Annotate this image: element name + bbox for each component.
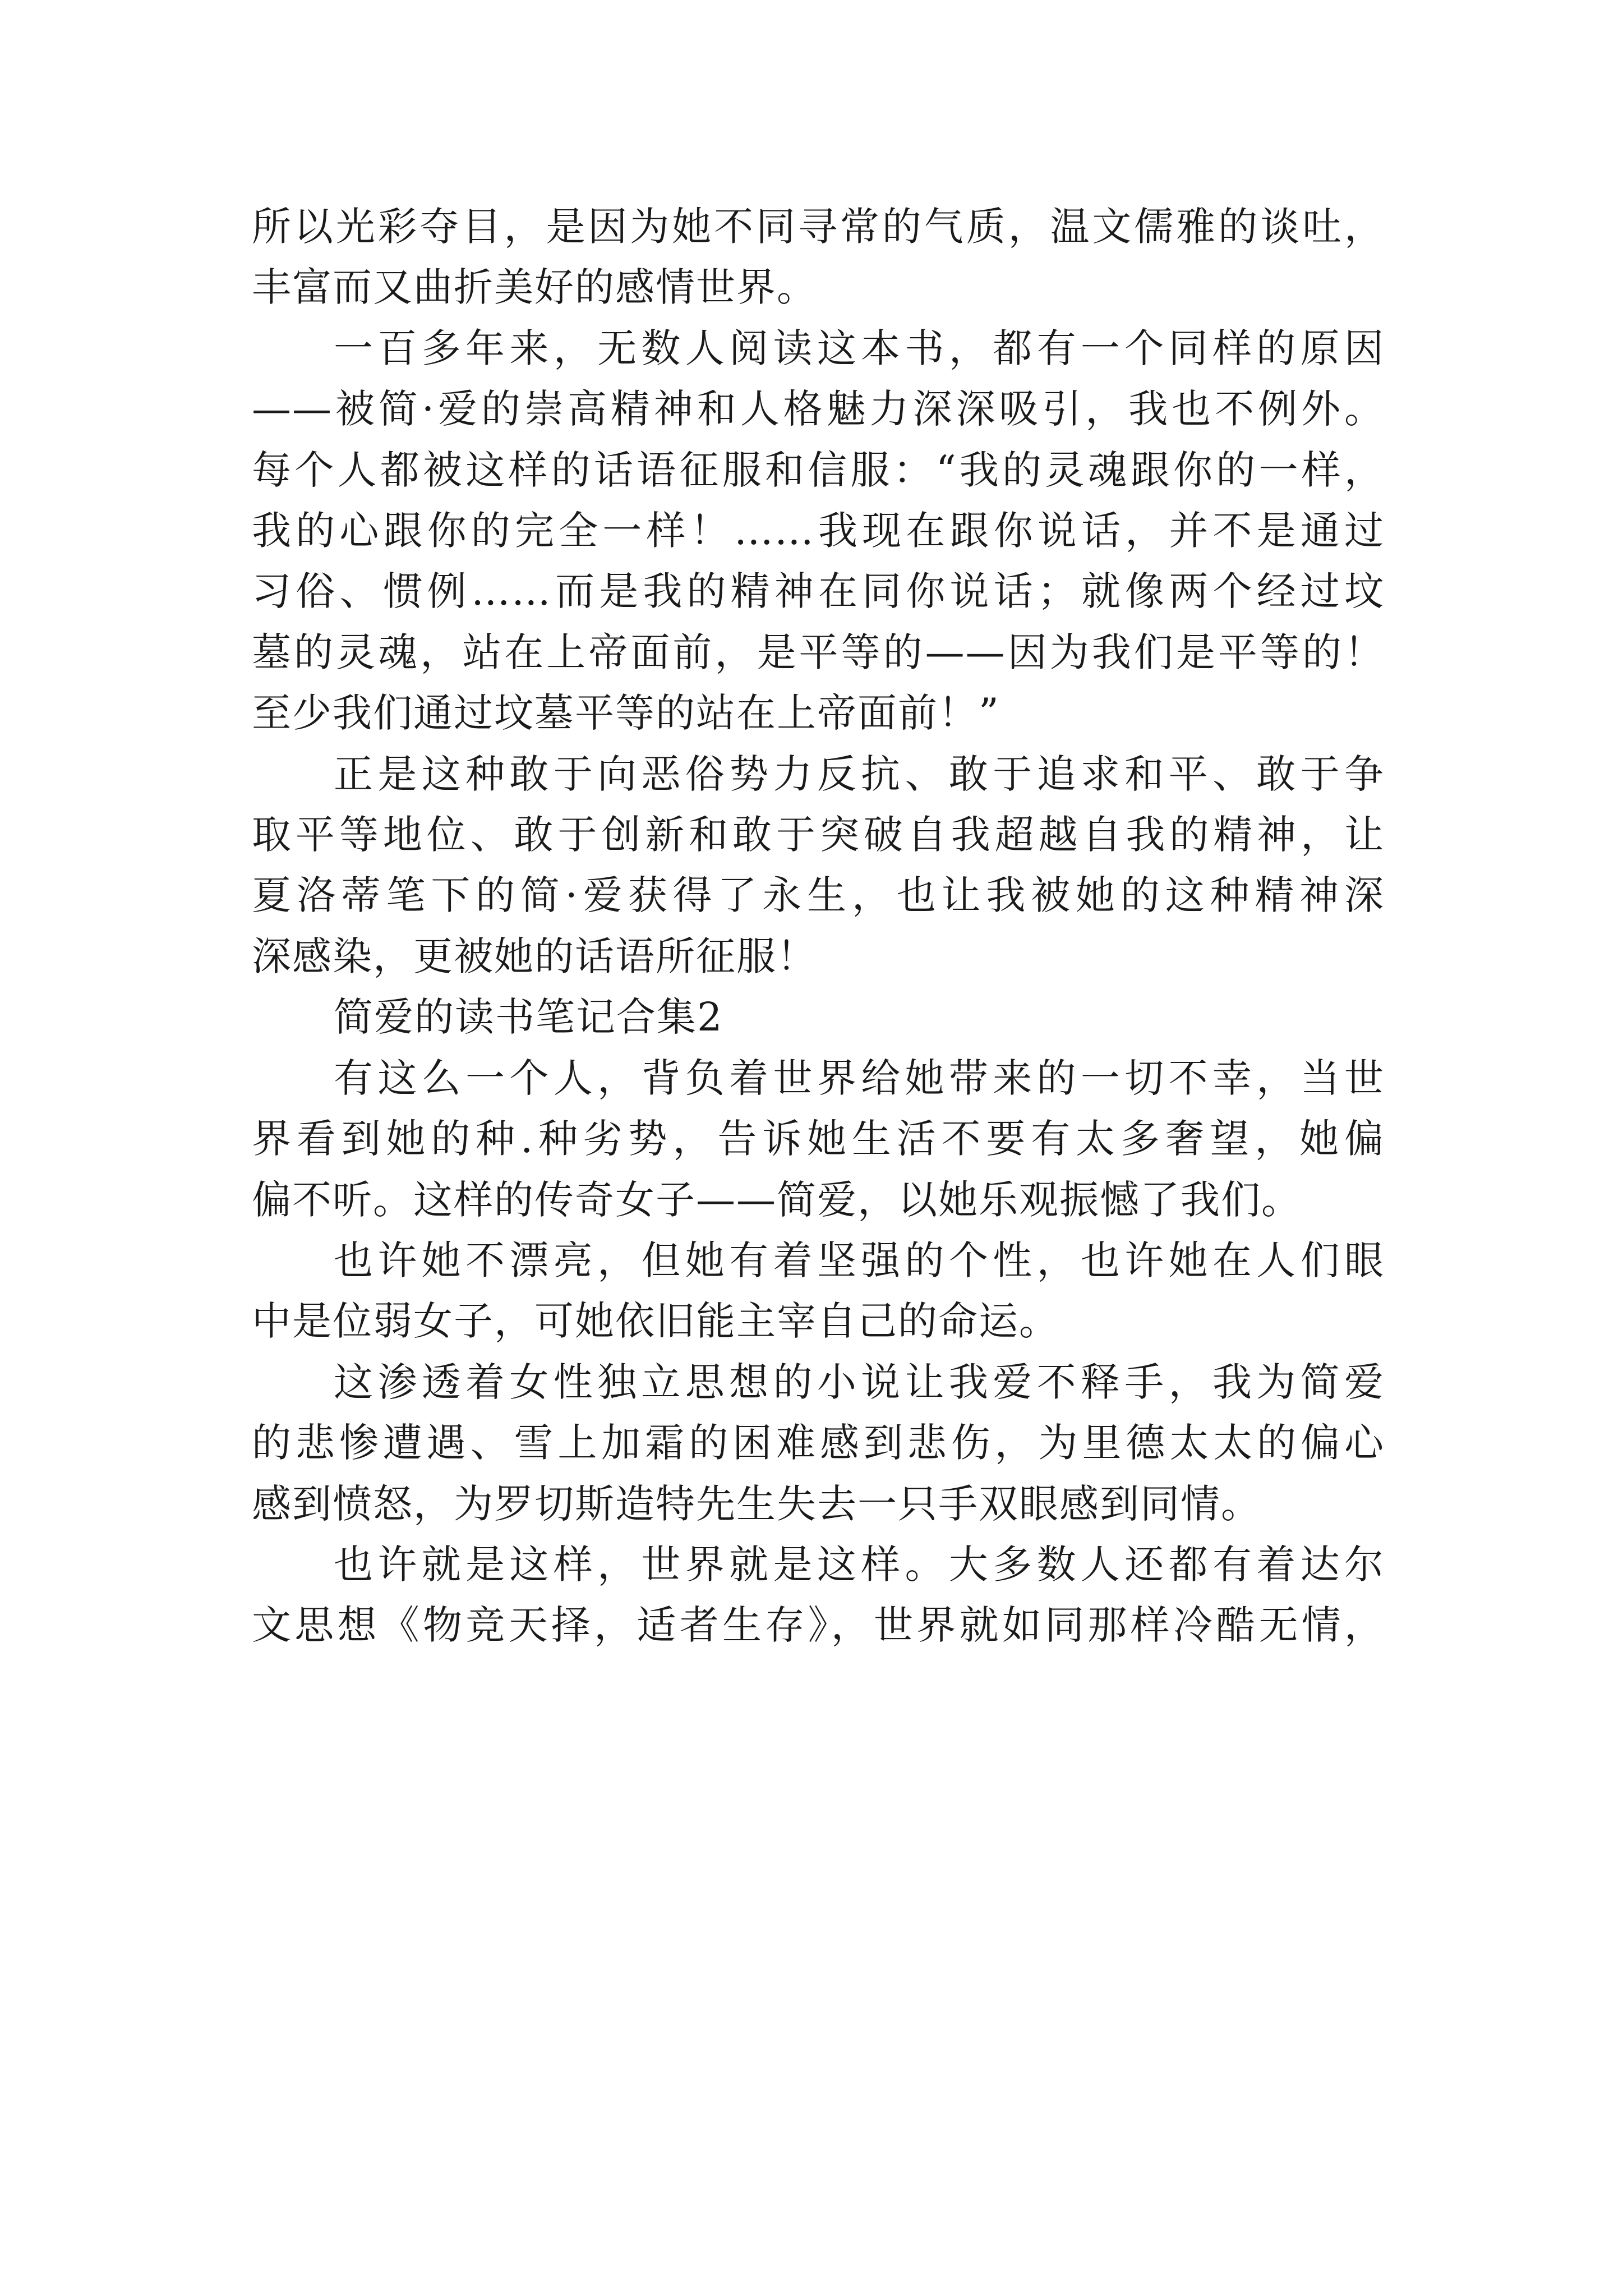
text-line: 丰富而又曲折美好的感情世界。 [252, 264, 817, 311]
heading-text: 简爱的读书笔记合集2 [334, 994, 723, 1041]
text-line: 感到愤怒，为罗切斯造特先生失去一只手双眼感到同情。 [252, 1480, 1261, 1527]
paragraph [252, 1534, 1385, 1656]
paragraph [252, 196, 1385, 318]
text-line: 有这么一个人，背负着世界给她带来的一切不幸，当世 [334, 1055, 1385, 1101]
text-line: 深感染，更被她的话语所征服！ [252, 933, 817, 979]
text-line: 所以光彩夺目，是因为她不同寻常的气质，温文儒雅的谈吐， [252, 204, 1385, 250]
text-line: 墓的灵魂，站在上帝面前，是平等的——因为我们是平等的！ [252, 629, 1385, 675]
text-line: ——被简·爱的崇高精神和人格魅力深深吸引，我也不例外。 [252, 386, 1385, 432]
paragraph [252, 1048, 1385, 1230]
text-line: 至少我们通过坟墓平等的站在上帝面前！” [252, 690, 1000, 737]
paragraph [252, 318, 1385, 744]
text-line: 每个人都被这样的话语征服和信服：“我的灵魂跟你的一样， [252, 447, 1385, 493]
text-line: 一百多年来，无数人阅读这本书，都有一个同样的原因 [334, 325, 1385, 371]
text-line: 也许她不漂亮，但她有着坚强的个性，也许她在人们眼 [334, 1237, 1385, 1283]
text-line: 这渗透着女性独立思想的小说让我爱不释手，我为简爱 [334, 1359, 1385, 1405]
text-line: 中是位弱女子，可她依旧能主宰自己的命运。 [252, 1298, 1059, 1345]
text-line: 习俗、惯例……而是我的精神在同你说话；就像两个经过坟 [252, 568, 1385, 615]
text-line: 夏洛蒂笔下的简·爱获得了永生，也让我被她的这种精神深 [252, 872, 1385, 919]
paragraph [252, 744, 1385, 987]
document-body [252, 196, 1385, 1656]
text-line: 偏不听。这样的传奇女子——简爱，以她乐观振憾了我们。 [252, 1176, 1302, 1223]
text-line: 的悲惨遭遇、雪上加霜的困难感到悲伤，为里德太太的偏心 [252, 1420, 1385, 1466]
section-heading [252, 987, 1385, 1047]
text-line: 取平等地位、敢于创新和敢于突破自我超越自我的精神，让 [252, 812, 1385, 858]
text-line: 也许就是这样，世界就是这样。大多数人还都有着达尔 [334, 1541, 1385, 1588]
paragraph [252, 1352, 1385, 1534]
text-line: 正是这种敢于向恶俗势力反抗、敢于追求和平、敢于争 [334, 751, 1385, 797]
text-line: 界看到她的种.种劣势，告诉她生活不要有太多奢望，她偏 [252, 1116, 1385, 1162]
paragraph [252, 1230, 1385, 1352]
text-line: 我的心跟你的完全一样！……我现在跟你说话，并不是通过 [252, 508, 1385, 554]
text-line: 文思想《物竞天择，适者生存》，世界就如同那样冷酷无情， [252, 1602, 1385, 1649]
